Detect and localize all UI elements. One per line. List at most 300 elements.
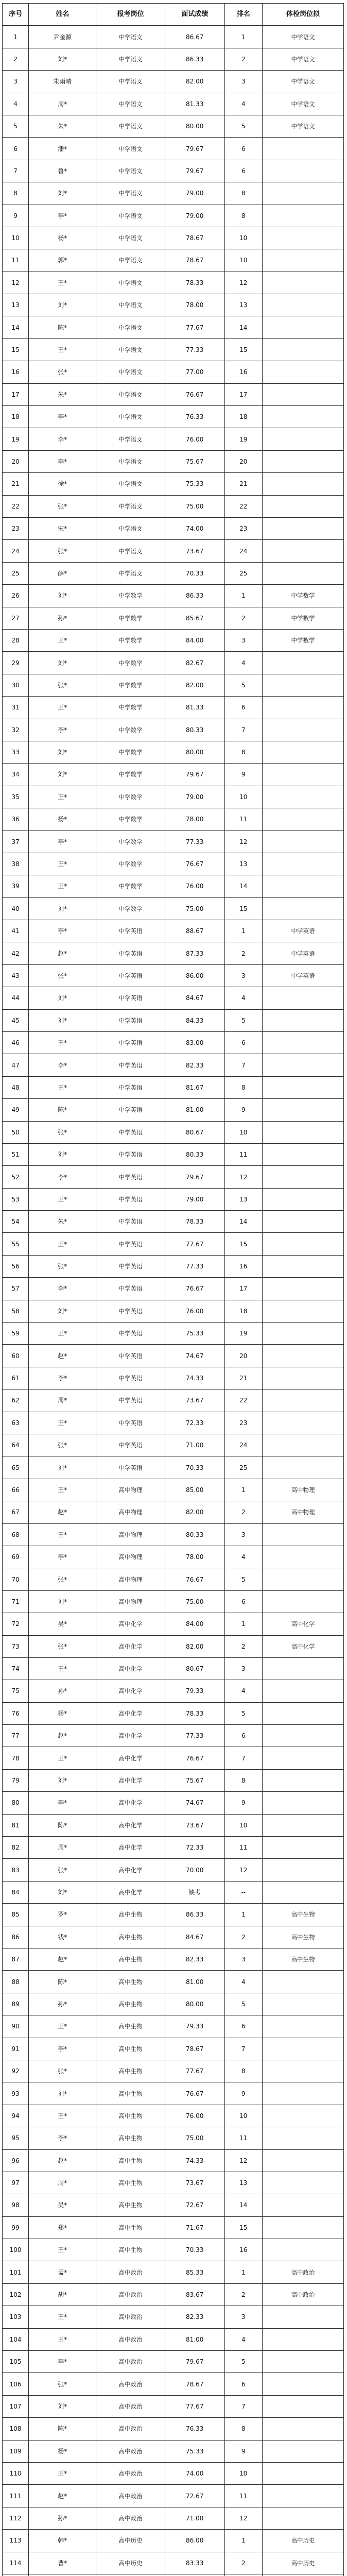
cell-exam-position (262, 897, 343, 920)
cell-serial: 43 (3, 964, 29, 987)
cell-serial: 80 (3, 1792, 29, 1814)
cell-position: 中学语文 (96, 115, 165, 137)
cell-exam-position (262, 1814, 343, 1836)
cell-serial: 95 (3, 2127, 29, 2149)
cell-name: 鲁* (29, 160, 96, 182)
cell-serial: 8 (3, 182, 29, 205)
cell-serial: 82 (3, 1837, 29, 1859)
table-row (3, 652, 344, 674)
table-row (3, 1456, 344, 1479)
cell-exam-position (262, 2060, 343, 2082)
cell-name: 李* (29, 406, 96, 428)
cell-score: 82.00 (165, 1501, 224, 1523)
table-row (3, 1546, 344, 1568)
cell-rank: 17 (224, 383, 262, 405)
cell-serial: 58 (3, 1300, 29, 1322)
cell-serial: 62 (3, 1389, 29, 1412)
cell-rank: 16 (224, 1255, 262, 1277)
cell-name: 陈* (29, 1099, 96, 1121)
cell-position: 高中生物 (96, 2172, 165, 2194)
cell-score: 76.00 (165, 875, 224, 897)
cell-score: 73.67 (165, 2172, 224, 2194)
cell-score: 73.67 (165, 1814, 224, 1836)
table-row (3, 607, 344, 629)
table-row (3, 1233, 344, 1255)
cell-exam-position (262, 1099, 343, 1121)
cell-score: 82.00 (165, 674, 224, 696)
cell-rank: 1 (224, 1904, 262, 1926)
cell-name: 周* (29, 1389, 96, 1412)
cell-serial: 36 (3, 808, 29, 831)
cell-exam-position (262, 875, 343, 897)
cell-rank: 5 (224, 1702, 262, 1724)
table-row (3, 585, 344, 607)
cell-score: 77.33 (165, 1725, 224, 1747)
cell-score: 76.33 (165, 2418, 224, 2440)
cell-serial: 16 (3, 361, 29, 383)
cell-position: 高中生物 (96, 2216, 165, 2239)
table-row (3, 1345, 344, 1367)
cell-score: 76.67 (165, 1568, 224, 1590)
cell-score: 74.00 (165, 2462, 224, 2484)
cell-name: 杨* (29, 227, 96, 249)
cell-name: 周* (29, 1837, 96, 1859)
cell-position: 中学语文 (96, 182, 165, 205)
cell-exam-position (262, 450, 343, 472)
cell-name: 赵* (29, 1948, 96, 1970)
cell-name: 刘* (29, 1143, 96, 1165)
cell-serial: 28 (3, 629, 29, 651)
cell-exam-position (262, 338, 343, 361)
table-row (3, 1278, 344, 1300)
cell-name: 王* (29, 853, 96, 875)
cell-serial: 99 (3, 2216, 29, 2239)
cell-name: 赵* (29, 1501, 96, 1523)
cell-serial: 81 (3, 1814, 29, 1836)
cell-rank: 11 (224, 1143, 262, 1165)
cell-score: 82.33 (165, 1948, 224, 1970)
cell-score: 78.33 (165, 1702, 224, 1724)
cell-serial: 77 (3, 1725, 29, 1747)
cell-name: 王* (29, 1412, 96, 1434)
cell-rank: 3 (224, 1523, 262, 1546)
cell-score: 80.00 (165, 115, 224, 137)
cell-name: 孙* (29, 2507, 96, 2529)
cell-name: 刘* (29, 1590, 96, 1613)
cell-name: 刘* (29, 764, 96, 786)
cell-score: 79.00 (165, 786, 224, 808)
cell-rank: 8 (224, 2060, 262, 2082)
cell-rank: 20 (224, 1345, 262, 1367)
cell-position: 中学英语 (96, 987, 165, 1009)
table-row (3, 428, 344, 450)
cell-score: 74.67 (165, 1792, 224, 1814)
cell-exam-position (262, 1389, 343, 1412)
cell-serial: 29 (3, 652, 29, 674)
cell-exam-position (262, 562, 343, 584)
cell-rank: 12 (224, 831, 262, 853)
table-row (3, 719, 344, 741)
cell-position: 高中生物 (96, 2015, 165, 2038)
cell-serial: 4 (3, 93, 29, 115)
cell-rank: 11 (224, 808, 262, 831)
cell-exam-position: 高中化学 (262, 1613, 343, 1635)
cell-position: 高中生物 (96, 2239, 165, 2261)
cell-serial: 37 (3, 831, 29, 853)
cell-rank: 5 (224, 1009, 262, 1031)
cell-serial: 108 (3, 2418, 29, 2440)
cell-position: 高中生物 (96, 1948, 165, 1970)
cell-serial: 59 (3, 1323, 29, 1345)
table-row (3, 1188, 344, 1210)
cell-position: 高中生物 (96, 2149, 165, 2172)
cell-score: 81.00 (165, 1971, 224, 1993)
cell-rank: 14 (224, 2194, 262, 2216)
cell-position: 中学语文 (96, 272, 165, 294)
cell-score: 88.67 (165, 920, 224, 942)
cell-exam-position (262, 1054, 343, 1076)
cell-score: 71.00 (165, 2507, 224, 2529)
cell-position: 中学语文 (96, 428, 165, 450)
cell-exam-position (262, 2038, 343, 2060)
cell-name: 王* (29, 2015, 96, 2038)
cell-score: 75.00 (165, 2127, 224, 2149)
cell-name: 刘* (29, 2395, 96, 2417)
table-row (3, 182, 344, 205)
cell-position: 高中生物 (96, 2082, 165, 2105)
cell-serial: 22 (3, 495, 29, 517)
cell-position: 高中政治 (96, 2418, 165, 2440)
cell-exam-position (262, 2485, 343, 2507)
cell-name: 刘* (29, 652, 96, 674)
cell-rank: 2 (224, 607, 262, 629)
cell-rank: 12 (224, 2507, 262, 2529)
cell-score: 79.00 (165, 182, 224, 205)
cell-position: 高中化学 (96, 1702, 165, 1724)
table-row (3, 1993, 344, 2015)
table-row (3, 517, 344, 539)
cell-position: 高中政治 (96, 2261, 165, 2283)
cell-serial: 50 (3, 1121, 29, 1143)
cell-score: 77.33 (165, 1255, 224, 1277)
cell-position: 中学语文 (96, 138, 165, 160)
cell-score: 79.67 (165, 138, 224, 160)
cell-name: 杨* (29, 1702, 96, 1724)
cell-score: 86.33 (165, 48, 224, 70)
cell-exam-position (262, 316, 343, 338)
cell-exam-position (262, 1837, 343, 1859)
cell-position: 中学英语 (96, 920, 165, 942)
cell-exam-position: 高中生物 (262, 1904, 343, 1926)
cell-name: 李* (29, 1792, 96, 1814)
header-rank: 排名 (224, 4, 262, 26)
table-row (3, 2105, 344, 2127)
cell-exam-position (262, 2440, 343, 2462)
cell-exam-position: 中学英语 (262, 920, 343, 942)
cell-serial: 26 (3, 585, 29, 607)
cell-score: 70.33 (165, 2239, 224, 2261)
cell-serial: 85 (3, 1904, 29, 1926)
cell-position: 中学数学 (96, 607, 165, 629)
table-row (3, 227, 344, 249)
cell-serial: 68 (3, 1523, 29, 1546)
cell-exam-position (262, 1143, 343, 1165)
cell-rank: 6 (224, 160, 262, 182)
cell-exam-position (262, 205, 343, 227)
cell-exam-position (262, 540, 343, 562)
cell-score: 75.33 (165, 2440, 224, 2462)
cell-name: 赵* (29, 1725, 96, 1747)
cell-name: 曹* (29, 2552, 96, 2574)
table-row (3, 1099, 344, 1121)
cell-exam-position: 中学数学 (262, 607, 343, 629)
cell-position: 中学英语 (96, 1323, 165, 1345)
cell-score: 86.33 (165, 1904, 224, 1926)
table-row (3, 1523, 344, 1546)
cell-rank: 5 (224, 2351, 262, 2373)
cell-score: 77.67 (165, 2395, 224, 2417)
cell-exam-position (262, 2306, 343, 2328)
table-row (3, 1702, 344, 1724)
cell-position: 高中物理 (96, 1590, 165, 1613)
table-row (3, 93, 344, 115)
cell-serial: 75 (3, 1680, 29, 1702)
cell-position: 中学语文 (96, 93, 165, 115)
cell-serial: 84 (3, 1881, 29, 1903)
cell-name: 刘* (29, 294, 96, 316)
cell-name: 李* (29, 450, 96, 472)
cell-exam-position (262, 2462, 343, 2484)
cell-rank: 8 (224, 1769, 262, 1791)
cell-serial: 48 (3, 1076, 29, 1098)
cell-score: 79.67 (165, 2351, 224, 2373)
table-row (3, 2574, 344, 2576)
cell-name: 王* (29, 1323, 96, 1345)
cell-name: 刘* (29, 585, 96, 607)
cell-position: 高中化学 (96, 1725, 165, 1747)
cell-serial: 94 (3, 2105, 29, 2127)
cell-exam-position (262, 383, 343, 405)
cell-score: 76.00 (165, 1300, 224, 1322)
cell-exam-position: 中学语文 (262, 115, 343, 137)
cell-serial: 61 (3, 1367, 29, 1389)
cell-position: 中学数学 (96, 697, 165, 719)
cell-position: 中学语文 (96, 227, 165, 249)
cell-serial: 45 (3, 1009, 29, 1031)
cell-rank: 2 (224, 1926, 262, 1948)
cell-name: 朱* (29, 383, 96, 405)
cell-name: 刘* (29, 1881, 96, 1903)
table-row (3, 1680, 344, 1702)
table-row (3, 786, 344, 808)
cell-serial: 73 (3, 1635, 29, 1657)
table-row (3, 1837, 344, 1859)
cell-rank: 3 (224, 2306, 262, 2328)
cell-position: 中学语文 (96, 473, 165, 495)
cell-serial: 92 (3, 2060, 29, 2082)
cell-name: 孙* (29, 1680, 96, 1702)
cell-exam-position (262, 1993, 343, 2015)
cell-exam-position: 高中生物 (262, 1926, 343, 1948)
cell-position: 高中政治 (96, 2306, 165, 2328)
cell-score: 85.33 (165, 2261, 224, 2283)
table-row (3, 495, 344, 517)
table-row (3, 2552, 344, 2574)
table-row (3, 2306, 344, 2328)
cell-exam-position (262, 786, 343, 808)
cell-rank: 6 (224, 2015, 262, 2038)
cell-serial: 12 (3, 272, 29, 294)
cell-name: 张* (29, 964, 96, 987)
table-row (3, 2015, 344, 2038)
cell-serial: 86 (3, 1926, 29, 1948)
table-row (3, 2507, 344, 2529)
cell-position: 中学英语 (96, 1031, 165, 1054)
cell-name: 赵* (29, 2149, 96, 2172)
cell-score: 75.67 (165, 450, 224, 472)
cell-serial: 41 (3, 920, 29, 942)
table-row (3, 2418, 344, 2440)
cell-name: 王* (29, 1031, 96, 1054)
cell-name: 陈* (29, 2418, 96, 2440)
cell-rank: 4 (224, 93, 262, 115)
table-row (3, 406, 344, 428)
cell-exam-position (262, 1121, 343, 1143)
cell-score: 78.00 (165, 1546, 224, 1568)
cell-rank: -- (224, 1881, 262, 1903)
cell-score: 79.33 (165, 2015, 224, 2038)
cell-serial: 3 (3, 71, 29, 93)
cell-exam-position: 中学语文 (262, 71, 343, 93)
cell-rank: 1 (224, 1613, 262, 1635)
cell-position: 高中政治 (96, 2351, 165, 2373)
cell-serial: 44 (3, 987, 29, 1009)
cell-name: 李* (29, 428, 96, 450)
cell-serial: 90 (3, 2015, 29, 2038)
cell-name: 陈* (29, 1814, 96, 1836)
cell-position: 高中化学 (96, 1613, 165, 1635)
table-row (3, 2395, 344, 2417)
cell-serial: 71 (3, 1590, 29, 1613)
cell-rank: 23 (224, 1412, 262, 1434)
cell-score: 77.00 (165, 361, 224, 383)
cell-rank: 7 (224, 2395, 262, 2417)
cell-rank: 6 (224, 2373, 262, 2395)
cell-exam-position: 中学语文 (262, 93, 343, 115)
cell-rank: 16 (224, 2239, 262, 2261)
cell-exam-position (262, 495, 343, 517)
cell-rank: 19 (224, 428, 262, 450)
cell-rank: 12 (224, 2149, 262, 2172)
cell-rank: 1 (224, 26, 262, 48)
cell-name: 王* (29, 1523, 96, 1546)
cell-score: 79.33 (165, 1680, 224, 1702)
cell-rank: 22 (224, 1389, 262, 1412)
cell-score: 72.33 (165, 1412, 224, 1434)
cell-position: 高中化学 (96, 1680, 165, 1702)
cell-name: 张* (29, 1568, 96, 1590)
table-row (3, 1904, 344, 1926)
cell-serial: 7 (3, 160, 29, 182)
cell-score: 82.00 (165, 71, 224, 93)
cell-name: 赵* (29, 942, 96, 964)
cell-position: 中学数学 (96, 853, 165, 875)
cell-rank: 18 (224, 1300, 262, 1322)
cell-name: 吴* (29, 2194, 96, 2216)
table-row (3, 115, 344, 137)
cell-position: 中学数学 (96, 741, 165, 763)
cell-position: 中学语文 (96, 316, 165, 338)
header-exam-position: 体检岗位拟 (262, 4, 343, 26)
cell-name: 杨* (29, 2440, 96, 2462)
cell-exam-position (262, 272, 343, 294)
cell-position: 高中政治 (96, 2440, 165, 2462)
cell-name: 张* (29, 1121, 96, 1143)
cell-rank: 1 (224, 2530, 262, 2552)
cell-serial: 110 (3, 2462, 29, 2484)
cell-score: 78.00 (165, 294, 224, 316)
cell-position: 高中生物 (96, 1904, 165, 1926)
cell-position: 高中化学 (96, 1657, 165, 1680)
cell-name: 王* (29, 1657, 96, 1680)
cell-serial: 93 (3, 2082, 29, 2105)
cell-score: 80.67 (165, 1657, 224, 1680)
cell-score: 81.33 (165, 93, 224, 115)
cell-exam-position (262, 2149, 343, 2172)
table-row (3, 2530, 344, 2552)
cell-rank: 6 (224, 138, 262, 160)
cell-position: 高中政治 (96, 2485, 165, 2507)
cell-name: 王* (29, 338, 96, 361)
cell-score: 81.00 (165, 1099, 224, 1121)
table-row (3, 294, 344, 316)
cell-rank: 21 (224, 1367, 262, 1389)
cell-score: 77.67 (165, 316, 224, 338)
cell-exam-position (262, 182, 343, 205)
cell-serial: 79 (3, 1769, 29, 1791)
cell-position: 高中生物 (96, 2194, 165, 2216)
cell-name: 刘* (29, 1009, 96, 1031)
header-position: 报考岗位 (96, 4, 165, 26)
cell-score: 81.00 (165, 2328, 224, 2350)
cell-exam-position (262, 1456, 343, 1479)
table-row (3, 71, 344, 93)
cell-score: 80.67 (165, 1121, 224, 1143)
cell-score: 86.33 (165, 585, 224, 607)
cell-serial: 66 (3, 1479, 29, 1501)
cell-serial: 55 (3, 1233, 29, 1255)
cell-exam-position (262, 1188, 343, 1210)
cell-rank: 2 (224, 2552, 262, 2574)
cell-exam-position (262, 1769, 343, 1791)
cell-rank: 4 (224, 2328, 262, 2350)
cell-exam-position: 高中历史 (262, 2530, 343, 2552)
cell-exam-position (262, 2507, 343, 2529)
cell-name: 徐* (29, 473, 96, 495)
cell-position: 高中生物 (96, 1971, 165, 1993)
table-row (3, 2485, 344, 2507)
table-row (3, 1143, 344, 1165)
table-row (3, 1747, 344, 1769)
cell-score: 71.67 (165, 2216, 224, 2239)
table-row (3, 1121, 344, 1143)
table-row (3, 1635, 344, 1657)
cell-score: 78.33 (165, 1211, 224, 1233)
table-row (3, 987, 344, 1009)
table-row (3, 1971, 344, 1993)
cell-name: 王* (29, 272, 96, 294)
cell-score: 85.67 (165, 607, 224, 629)
